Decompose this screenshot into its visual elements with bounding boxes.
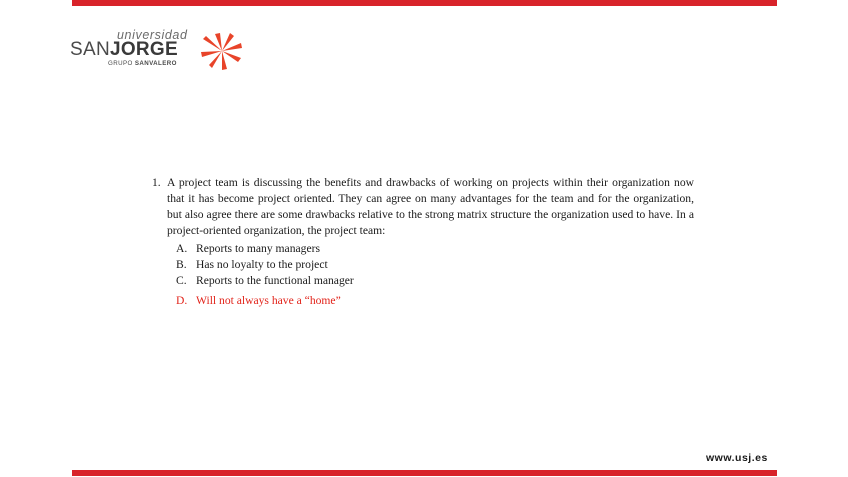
footer-url: www.usj.es	[706, 452, 768, 464]
option-text: Reports to the functional manager	[196, 274, 354, 287]
option-d-correct	[176, 293, 354, 309]
logo-group-bold: SANVALERO	[134, 60, 177, 67]
top-red-bar	[72, 0, 777, 6]
option-a	[176, 241, 354, 257]
logo-group-light: GRUPO	[108, 60, 135, 67]
logo-name	[70, 39, 178, 61]
question-number: 1.	[152, 176, 161, 189]
logo-name-bold: JORGE	[109, 39, 178, 60]
logo-star-icon	[200, 31, 244, 71]
university-logo	[70, 28, 260, 74]
option-b	[176, 257, 354, 273]
logo-universidad-text: universidad	[117, 28, 188, 42]
logo-group-text	[108, 60, 177, 67]
question-block	[152, 175, 694, 239]
question-text: A project team is discussing the benefits and drawbacks of working on projects within their organization now that it has become project oriented. They can agree on many advantages for the team and for the organization, but also agree there are some drawbacks relative to the strong matrix structure the organization used to have. In a project-oriented organization, the project team:	[167, 176, 694, 237]
answer-options	[176, 241, 354, 309]
option-text: Has no loyalty to the project	[196, 258, 328, 271]
logo-name-light: SAN	[70, 39, 110, 60]
option-text: Will not always have a “home”	[196, 294, 341, 307]
option-letter: D.	[176, 294, 188, 307]
bottom-red-bar	[72, 470, 777, 476]
option-letter: A.	[176, 242, 188, 255]
option-letter: B.	[176, 258, 187, 271]
option-c	[176, 273, 354, 289]
option-letter: C.	[176, 274, 187, 287]
option-text: Reports to many managers	[196, 242, 320, 255]
